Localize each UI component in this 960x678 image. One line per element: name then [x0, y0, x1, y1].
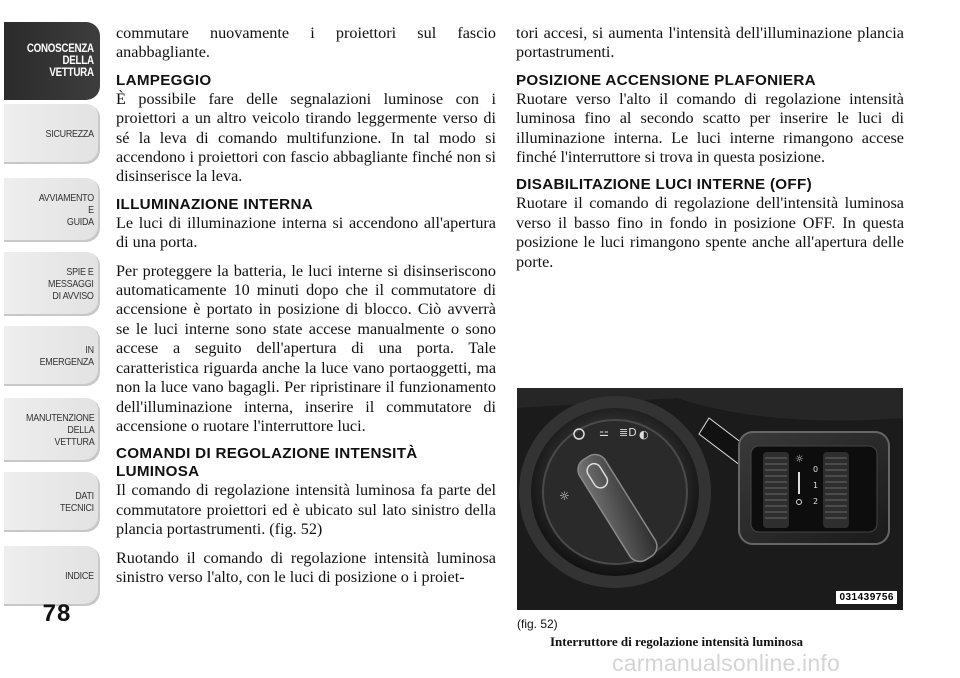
- tab-label: AVVIAMENTO E GUIDA: [38, 192, 94, 228]
- tab-label: MANUTENZIONE DELLA VETTURA: [25, 412, 94, 448]
- watermark: carmanualsonline.info: [612, 650, 840, 676]
- tab-label: SICUREZZA: [45, 128, 94, 140]
- fog-light-icon: ◐: [639, 428, 649, 441]
- tab-label: DATI TECNICI: [60, 490, 94, 514]
- tab-label: CONOSCENZA DELLA VETTURA: [27, 43, 94, 79]
- tab-in-emergenza[interactable]: [4, 326, 100, 386]
- paragraph: Ruotare verso l'alto il comando di regolazione intensità luminosa fino al secondo scatto per inserire le luci di illuminazione interna. Le luci interne rimangono accese finché l'interruttore si trova in questa posizione.: [516, 89, 904, 167]
- tab-label: INDICE: [65, 570, 94, 582]
- right-text-column: [516, 24, 904, 281]
- tab-spie-e-messaggi[interactable]: [4, 252, 100, 316]
- tab-label: SPIE E MESSAGGI DI AVVISO: [48, 266, 94, 302]
- paragraph: È possibile fare delle segnalazioni luminose con i proiettori a un altro veicolo tirando leggermente verso di sé la leva di comando multifunzione. In tal modo si accendono i proiettori con fascio abbagliante finché non si disinserisce la leva.: [116, 89, 496, 186]
- paragraph: Ruotando il comando di regolazione intensità luminosa sinistro verso l'alto, con le luci di posizione o i proiet-: [116, 548, 496, 586]
- dome-light-icon: ☼: [559, 489, 570, 503]
- knob-mark-0: 0: [813, 465, 819, 474]
- tab-manutenzione-della-vettura[interactable]: [4, 398, 100, 462]
- section-heading: ILLUMINAZIONE INTERNA: [116, 195, 313, 213]
- tab-sicurezza[interactable]: [4, 104, 100, 164]
- page-number: 78: [42, 600, 72, 627]
- paragraph: tori accesi, si aumenta l'intensità dell'illuminazione plancia portastrumenti.: [516, 24, 904, 62]
- tab-conoscenza-della-vettura[interactable]: [4, 22, 100, 100]
- dimmer-scale: [798, 472, 800, 494]
- paragraph: Le luci di illuminazione interna si accendono all'apertura di una porta.: [116, 213, 496, 252]
- parking-lights-icon: ⚍: [599, 426, 609, 439]
- paragraph: Il comando di regolazione intensità luminosa fa parte del commutatore proiettori ed è ubicato sul lato sinistro della plancia portastrumenti. (fig. 52): [116, 481, 496, 539]
- section-heading: LAMPEGGIO: [116, 71, 212, 89]
- tab-dati-tecnici[interactable]: [4, 472, 100, 532]
- paragraph: commutare nuovamente i proiettori sul fascio anabbagliante.: [116, 24, 496, 62]
- figure-headlight-switch: [517, 388, 903, 610]
- section-heading: DISABILITAZIONE LUCI INTERNE (OFF): [516, 176, 812, 194]
- section-heading: COMANDI DI REGOLAZIONE INTENSITÀ LUMINOSA: [116, 445, 418, 481]
- tab-label: IN EMERGENZA: [39, 344, 94, 368]
- figure-reference: (fig. 52): [517, 617, 558, 631]
- paragraph: Per proteggere la batteria, le luci interne si disinseriscono automaticamente 10 minuti dopo che il commutatore di accensione è portato in posizione di blocco. Ciò avverrà se le luci interne sono state accese manualmente o sono accese a seguito dell'apertura di una porta. Tale caratteristica riguarda anche la luce vano portaoggetti, ma non la luce vano bagagli. Per ripristinare il funzionamento dell'illuminazione interna, inserire il commutatore di accensione o ruotare l'interruttore luci.: [116, 261, 496, 435]
- paragraph: Ruotare il comando di regolazione dell'intensità luminosa verso il basso fino in fondo in posizione OFF. In questa posizione le luci rimangono spente anche all'apertura delle porte.: [516, 194, 904, 271]
- figure-caption: Interruttore di regolazione intensità luminosa: [550, 634, 804, 649]
- section-heading: POSIZIONE ACCENSIONE PLAFONIERA: [516, 71, 816, 89]
- tab-avviamento-e-guida[interactable]: [4, 178, 100, 242]
- dimmer-sun-icon: ☼: [795, 454, 804, 465]
- chapter-sidebar: [0, 0, 104, 678]
- headlight-switch-illustration: [517, 388, 903, 610]
- knob-mark-1: 1: [813, 481, 819, 490]
- figure-code: 031439756: [836, 591, 897, 604]
- headlight-icon: ≣D: [619, 426, 637, 439]
- tab-indice[interactable]: [4, 546, 100, 606]
- left-text-column: [116, 24, 496, 596]
- knob-mark-2: 2: [813, 497, 819, 506]
